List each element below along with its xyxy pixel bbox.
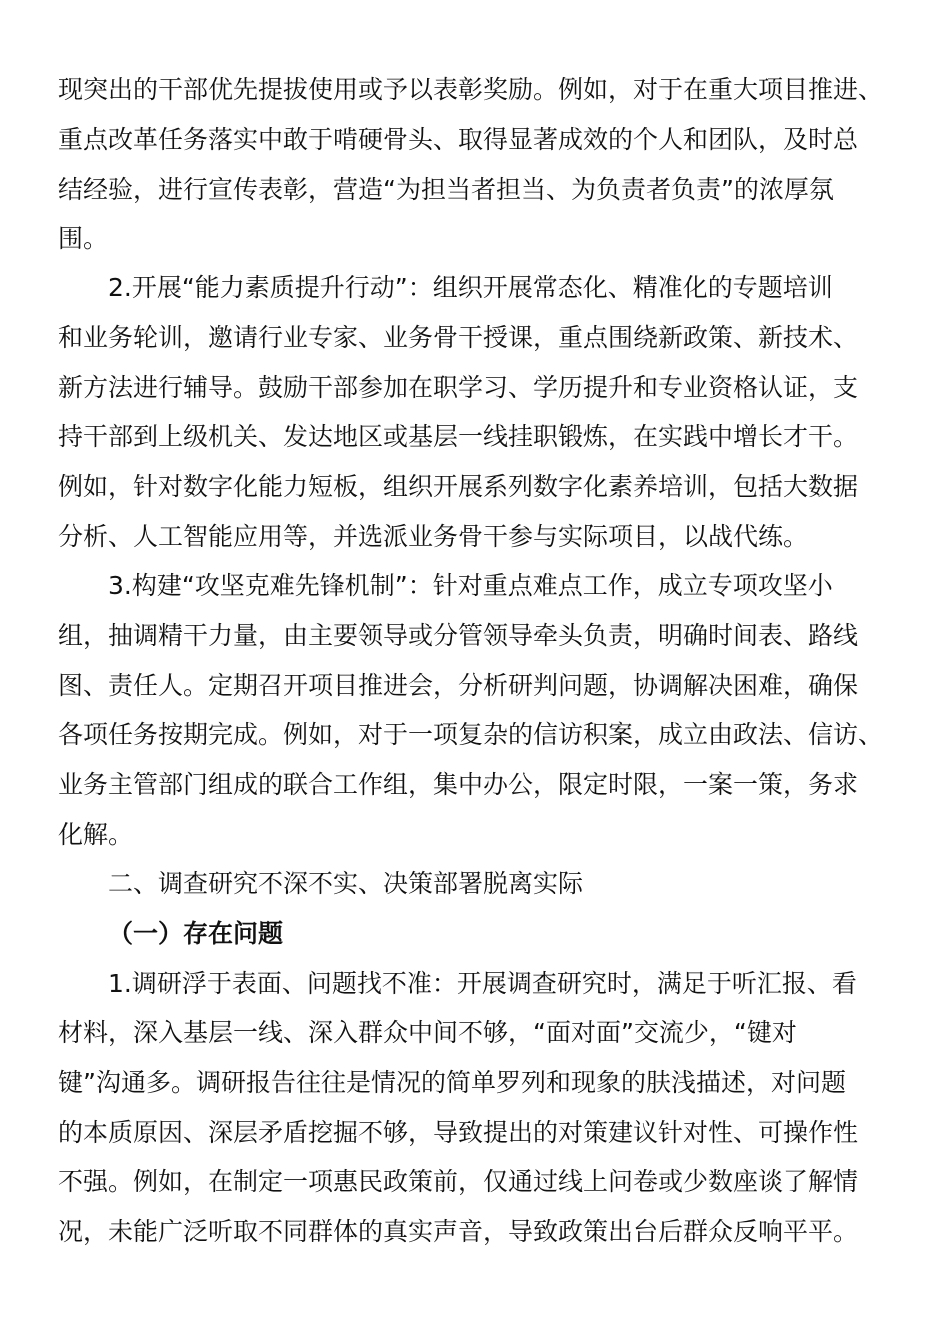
paragraph-start-2: 2.开展“能力素质提升行动”：组织开展常态化、精准化的专题培训	[108, 273, 833, 302]
subsection-heading: （一）存在问题	[108, 919, 284, 948]
text-line: 现突出的干部优先提拔使用或予以表彰奖励。例如，对于在重大项目推进、	[58, 75, 884, 104]
text-line: 键”沟通多。调研报告往往是情况的简单罗列和现象的肤浅描述，对问题	[58, 1068, 846, 1097]
text-line: 各项任务按期完成。例如，对于一项复杂的信访积案，成立由政法、信访、	[58, 720, 884, 749]
text-line: 例如，针对数字化能力短板，组织开展系列数字化素养培训，包括大数据	[58, 472, 859, 501]
text-line: 化解。	[58, 820, 134, 849]
text-line: 材料，深入基层一线、深入群众中间不够，“面对面”交流少，“键对	[58, 1018, 797, 1047]
text-line: 和业务轮训，邀请行业专家、业务骨干授课，重点围绕新政策、新技术、	[58, 323, 859, 352]
text-line: 重点改革任务落实中敢于啃硬骨头、取得显著成效的个人和团队，及时总	[58, 125, 859, 154]
text-line: 分析、人工智能应用等，并选派业务骨干参与实际项目，以战代练。	[58, 522, 809, 551]
text-line: 围。	[58, 224, 109, 253]
text-line: 不强。例如，在制定一项惠民政策前，仅通过线上问卷或少数座谈了解情	[58, 1167, 859, 1196]
paragraph-start-3: 3.构建“攻坚克难先锋机制”：针对重点难点工作，成立专项攻坚小	[108, 571, 833, 600]
text-line: 图、责任人。定期召开项目推进会，分析研判问题，协调解决困难，确保	[58, 671, 859, 700]
section-heading: 二、调查研究不深不实、决策部署脱离实际	[108, 869, 584, 898]
text-line: 组，抽调精干力量，由主要领导或分管领导牵头负责，明确时间表、路线	[58, 621, 859, 650]
text-line: 新方法进行辅导。鼓励干部参加在职学习、学历提升和专业资格认证，支	[58, 373, 859, 402]
text-line: 况，未能广泛听取不同群体的真实声音，导致政策出台后群众反响平平。	[58, 1217, 859, 1246]
text-line: 业务主管部门组成的联合工作组，集中办公，限定时限，一案一策，务求	[58, 770, 859, 799]
text-line: 结经验，进行宣传表彰，营造“为担当者担当、为负责者负责”的浓厚氛	[58, 175, 834, 204]
text-line: 持干部到上级机关、发达地区或基层一线挂职锻炼，在实践中增长才干。	[58, 422, 859, 451]
text-line: 的本质原因、深层矛盾挖掘不够，导致提出的对策建议针对性、可操作性	[58, 1118, 859, 1147]
paragraph-start-problem-1: 1.调研浮于表面、问题找不准：开展调查研究时，满足于听汇报、看	[108, 969, 857, 998]
